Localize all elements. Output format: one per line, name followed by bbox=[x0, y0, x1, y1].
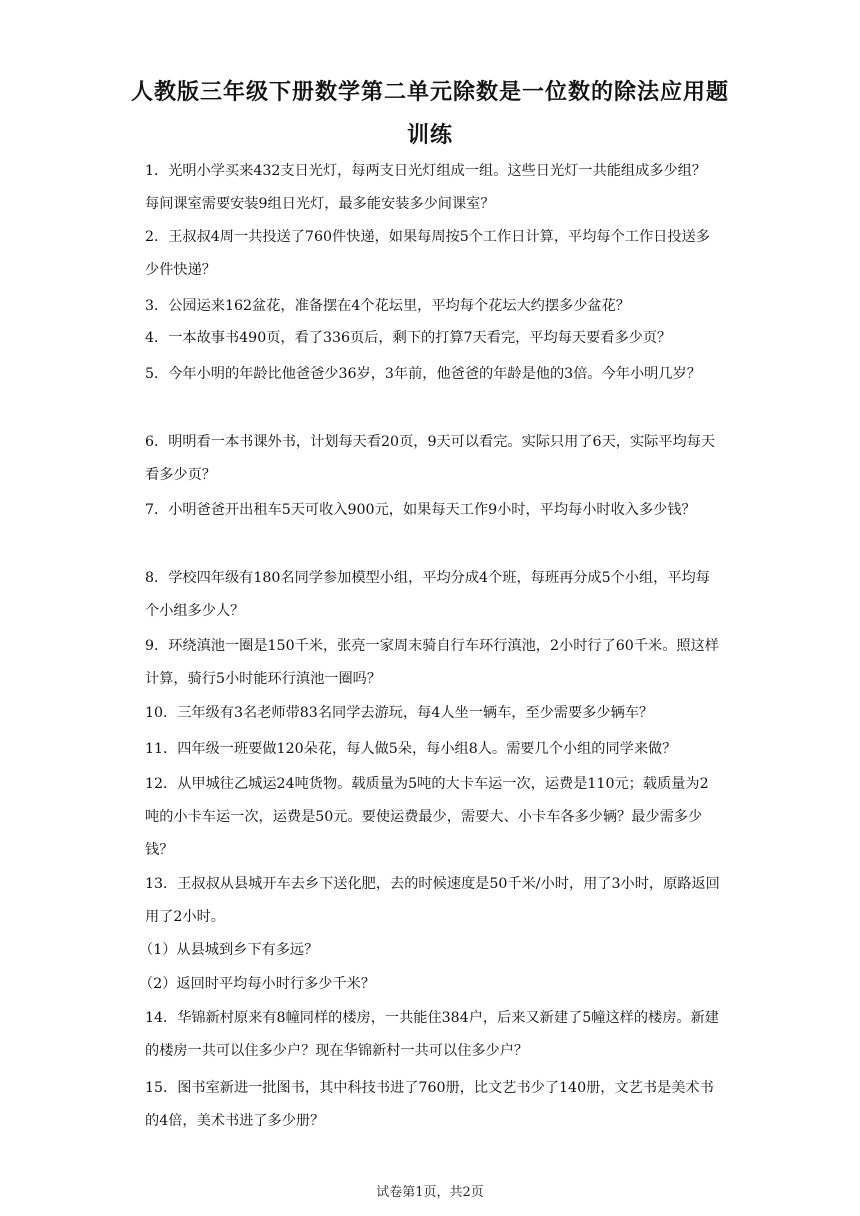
question-2: 2．王叔叔4周一共投送了760件快递，如果每周按5个工作日计算，平均每个工作日投送多少件快递？ bbox=[145, 229, 710, 278]
page-footer: 试卷第1页，共2页 bbox=[376, 1185, 484, 1200]
question-7: 7．小明爸爸开出租车5天可收入900元，如果每天工作9小时，平均每小时收入多少钱？ bbox=[145, 502, 696, 518]
question-12: 12．从甲城往乙城运24吨货物。载质量为5吨的大卡车运一次，运费是110元；载质量为2吨的小卡车运一次，运费是50元。要使运费最少，需要大、小卡车各多少辆？最少需多少钱？ bbox=[145, 776, 709, 858]
question-13-part-2: （2）返回时平均每小时行多少千米？ bbox=[139, 976, 376, 992]
question-13-part-1: （1）从县城到乡下有多远？ bbox=[139, 942, 319, 958]
question-8: 8．学校四年级有180名同学参加模型小组，平均分成4个班，每班再分成5个小组，平均每个小组多少人？ bbox=[145, 570, 710, 619]
question-5: 5．今年小明的年龄比他爸爸少36岁，3年前，他爸爸的年龄是他的3倍。今年小明几岁？ bbox=[145, 366, 701, 382]
question-10: 10．三年级有3名老师带83名同学去游玩，每4人坐一辆车，至少需要多少辆车？ bbox=[145, 705, 654, 721]
question-13: 13．王叔叔从县城开车去乡下送化肥，去的时候速度是50千米/小时，用了3小时，原路返回用了2小时。 bbox=[145, 876, 720, 925]
question-6: 6．明明看一本书课外书，计划每天看20页，9天可以看完。实际只用了6天，实际平均每天看多少页？ bbox=[145, 434, 716, 483]
question-15: 15．图书室新进一批图书，其中科技书进了760册，比文艺书少了140册，文艺书是美术书的4倍，美术书进了多少册？ bbox=[145, 1080, 714, 1129]
question-4: 4．一本故事书490页，看了336页后，剩下的打算7天看完，平均每天要看多少页？ bbox=[145, 330, 672, 346]
question-1: 1．光明小学买来432支日光灯，每两支日光灯组成一组。这些日光灯一共能组成多少组？每间课室需要安装9组日光灯，最多能安装多少间课室？ bbox=[145, 163, 707, 212]
question-11: 11．四年级一班要做120朵花，每人做5朵，每小组8人。需要几个小组的同学来做？ bbox=[145, 741, 677, 757]
question-3: 3．公园运来162盆花，准备摆在4个花坛里，平均每个花坛大约摆多少盆花？ bbox=[145, 298, 630, 314]
question-14: 14．华锦新村原来有8幢同样的楼房，一共能住384户，后来又新建了5幢这样的楼房。新建的楼房一共可以住多少户？现在华锦新村一共可以住多少户？ bbox=[145, 1010, 719, 1059]
title-line-1: 人教版三年级下册数学第二单元除数是一位数的除法应用题 bbox=[130, 80, 729, 105]
question-9: 9．环绕滇池一圈是150千米，张亮一家周末骑自行车环行滇池，2小时行了60千米。照这样计算，骑行5小时能环行滇池一圈吗？ bbox=[145, 638, 719, 687]
title-line-2: 训练 bbox=[406, 123, 453, 148]
